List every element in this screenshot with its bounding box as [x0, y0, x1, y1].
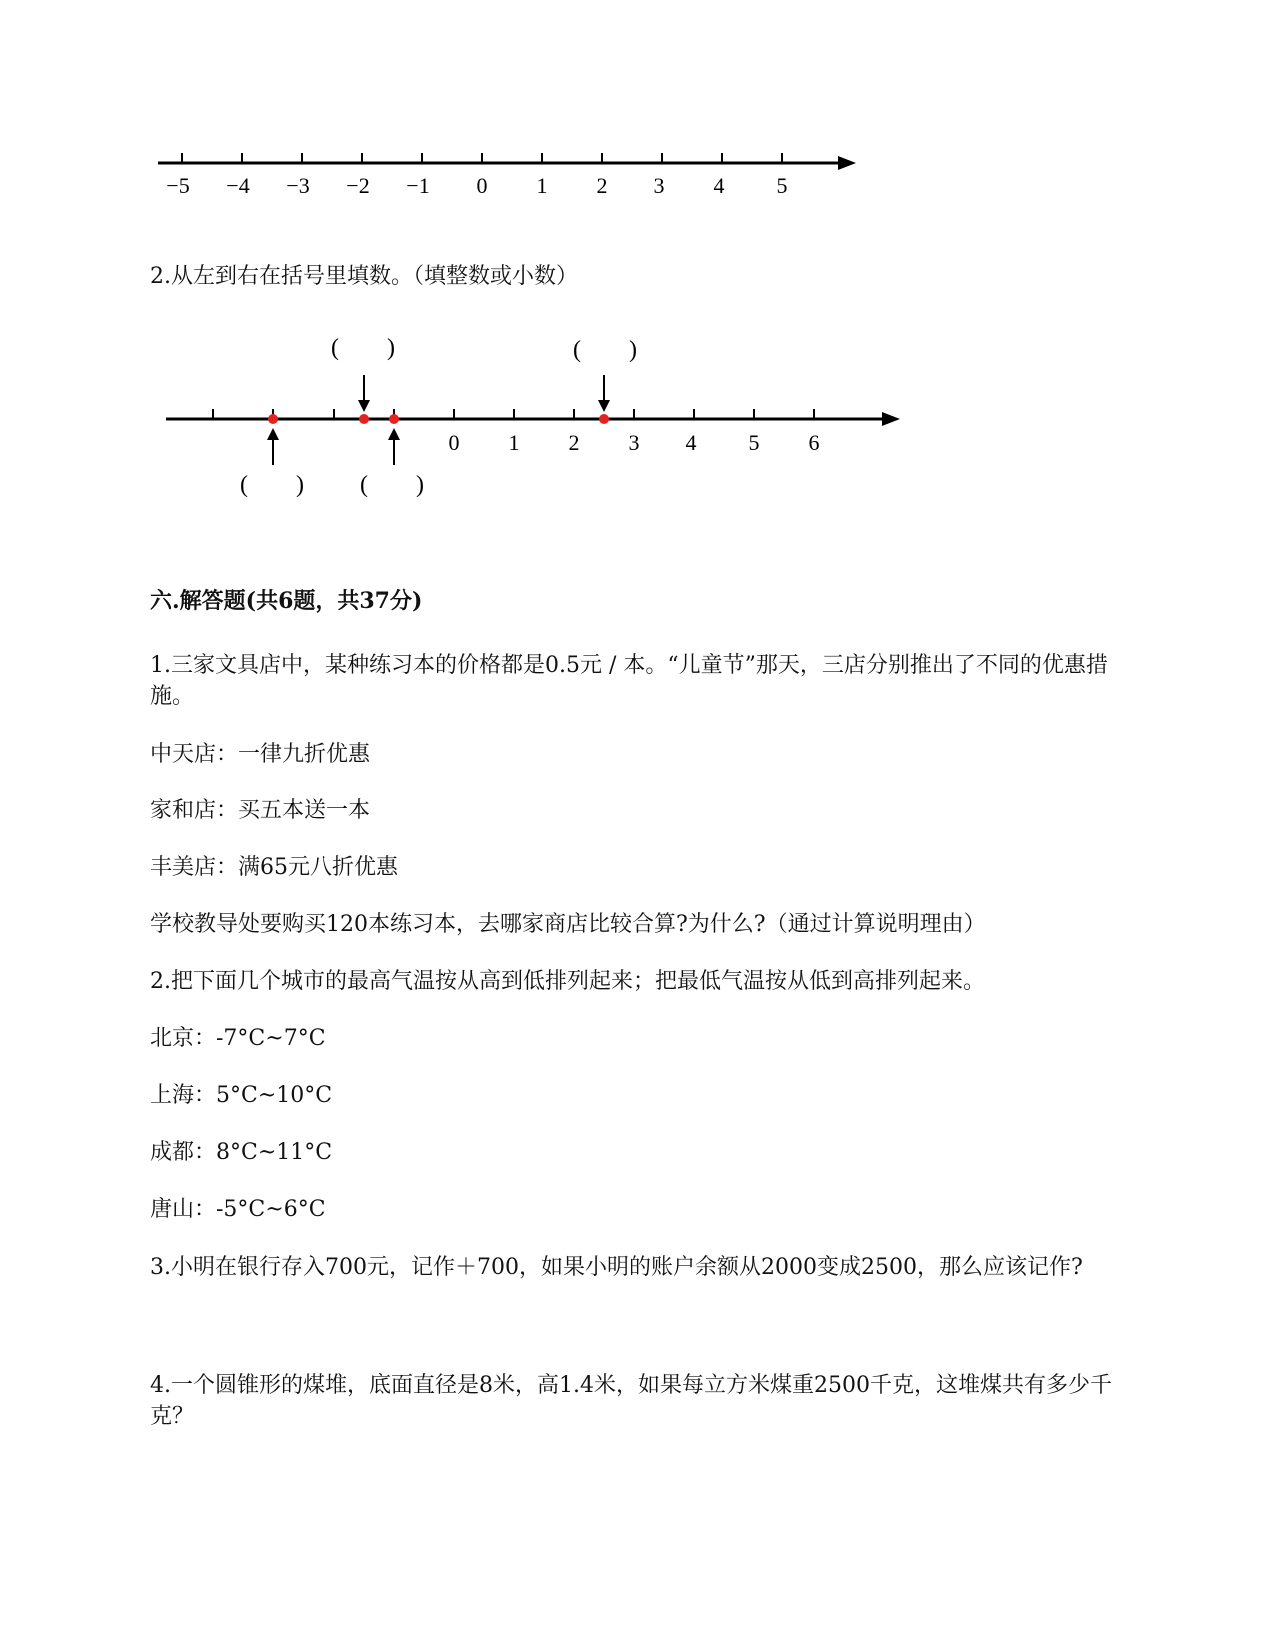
arrow-head: [882, 412, 900, 426]
answer-bracket: ( ): [331, 335, 395, 361]
section-heading: 六.解答题(共6题，共37分): [150, 588, 423, 614]
point-marker: [268, 414, 278, 424]
tick-label: −1: [406, 173, 430, 198]
tick-label: 0: [476, 173, 488, 198]
tick-label: 5: [776, 173, 788, 198]
tick-label: 0: [448, 430, 460, 455]
tick-label: −5: [166, 173, 190, 198]
problem-4-text: 4.一个圆锥形的煤堆，底面直径是8米，高1.4米，如果每立方米煤重2500千克，这堆煤共有多少千克？: [150, 1373, 1112, 1429]
tick-label: −4: [226, 173, 250, 198]
tick-label: 6: [808, 430, 820, 455]
up-arrow-icon: [388, 428, 400, 465]
down-arrow-icon: [358, 375, 370, 412]
answer-bracket: ( ): [240, 472, 304, 498]
tick-label: 4: [685, 430, 697, 455]
down-arrow-icon: [598, 375, 610, 412]
shop-jiahe: 家和店：买五本送一本: [150, 798, 371, 823]
problem-1-text: 1.三家文具店中，某种练习本的价格都是0.5元 / 本。“儿童节”那天，三店分别推出了不同的优惠措施。: [150, 653, 1108, 709]
problem-1-question: 学校教导处要购买120本练习本，去哪家商店比较合算?为什么?（通过计算说明理由）: [150, 912, 986, 937]
tick-label: −2: [346, 173, 370, 198]
tick-label: 2: [596, 173, 608, 198]
answer-bracket: ( ): [573, 337, 637, 363]
city-shanghai: 上海：5°C~10°C: [150, 1083, 333, 1108]
tick-label: 1: [536, 173, 548, 198]
point-marker: [359, 414, 369, 424]
number-line-2: [0, 330, 920, 510]
shop-zhongtian: 中天店：一律九折优惠: [150, 742, 371, 767]
problem-3-text: 3.小明在银行存入700元，记作＋700，如果小明的账户余额从2000变成2500，那么应该记作?: [150, 1255, 1083, 1280]
tick-label: 2: [568, 430, 580, 455]
city-beijing: 北京：-7°C~7°C: [150, 1026, 326, 1051]
tick-label: −3: [286, 173, 310, 198]
answer-bracket: ( ): [360, 472, 424, 498]
number-line-1: [0, 140, 900, 210]
arrow-head: [838, 156, 856, 170]
q2-intro: 2.从左到右在括号里填数。（填整数或小数）: [150, 264, 578, 289]
point-marker: [599, 414, 609, 424]
point-marker: [389, 414, 399, 424]
tick-label: 1: [508, 430, 520, 455]
tick-label: 3: [628, 430, 640, 455]
city-tangshan: 唐山：-5°C~6°C: [150, 1197, 326, 1222]
tick-label: 5: [748, 430, 760, 455]
tick-label: 3: [653, 173, 665, 198]
problem-2-text: 2.把下面几个城市的最高气温按从高到低排列起来；把最低气温按从低到高排列起来。: [150, 969, 985, 994]
tick-label: 4: [713, 173, 725, 198]
up-arrow-icon: [267, 428, 279, 465]
shop-fengmei: 丰美店：满65元八折优惠: [150, 855, 398, 880]
city-chengdu: 成都：8°C~11°C: [150, 1140, 333, 1165]
